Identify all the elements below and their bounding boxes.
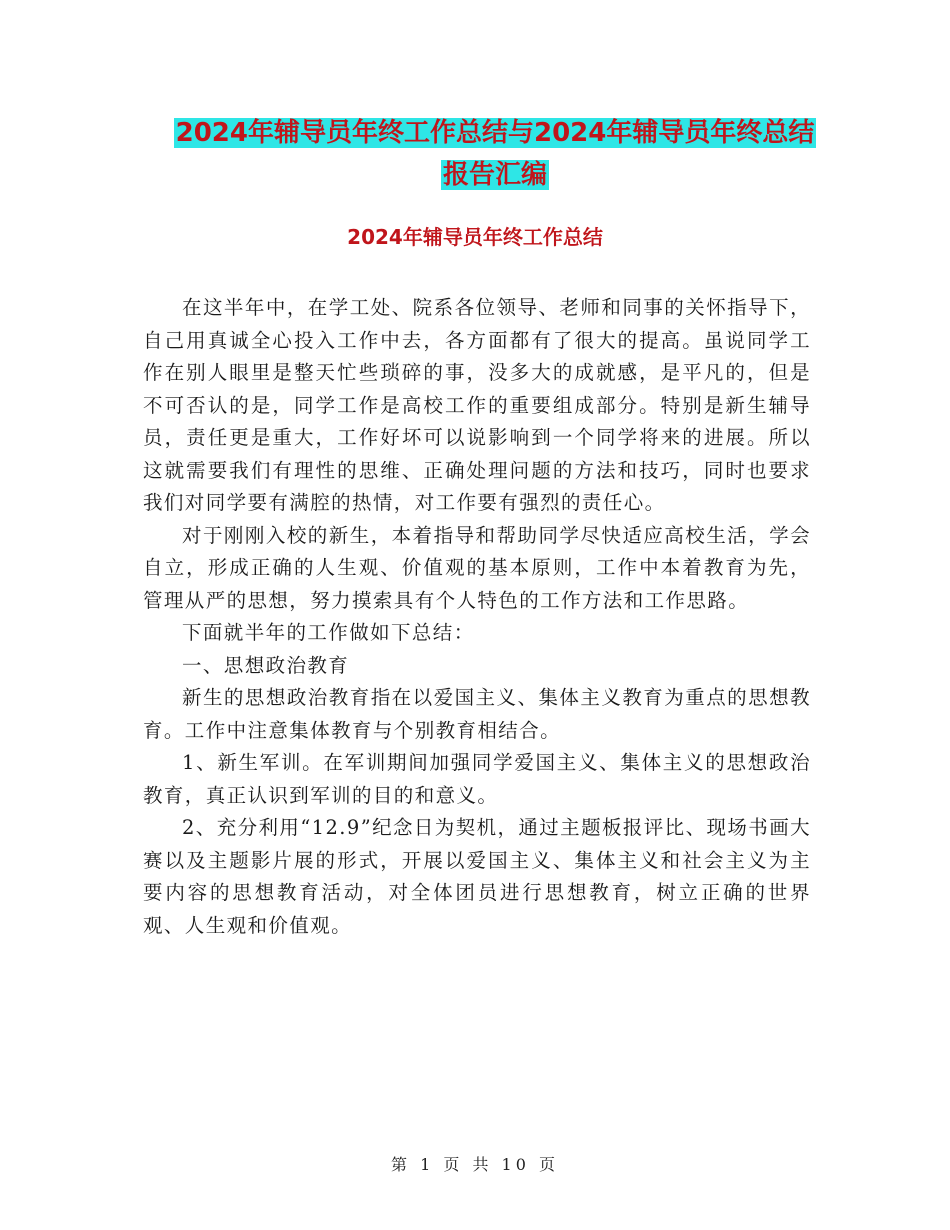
paragraph: 对于刚刚入校的新生，本着指导和帮助同学尽快适应高校生活，学会自立，形成正确的人生观、价值观的基本原则，工作中本着教育为先，管理从严的思想，努力摸索具有个人特色的工作方法和工作思路。	[143, 523, 811, 612]
paragraph: 下面就半年的工作做如下总结：	[182, 621, 475, 644]
paragraph: 1、新生军训。在军训期间加强同学爱国主义、集体主义的思想政治教育，真正认识到军训的目的和意义。	[143, 751, 811, 807]
paragraph: 新生的思想政治教育指在以爱国主义、集体主义教育为重点的思想教育。工作中注意集体教育与个别教育相结合。	[143, 686, 811, 742]
document-title	[140, 112, 850, 196]
section-title: 2024年辅导员年终工作总结	[347, 225, 603, 249]
paragraph: 2、充分利用“12.9”纪念日为契机，通过主题板报评比、现场书画大赛以及主题影片展的形式，开展以爱国主义、集体主义和社会主义为主要内容的思想教育活动，对全体团员进行思想教育，树立正确的世界观、人生观和价值观。	[143, 816, 811, 937]
document-title-line2: 报告汇编	[442, 160, 547, 190]
document-body	[143, 292, 811, 942]
document-title-line1: 2024年辅导员年终工作总结与2024年辅导员年终总结	[175, 118, 815, 148]
page-footer: 第 1 页 共 10 页	[391, 1155, 559, 1174]
heading-ideological-education: 一、思想政治教育	[182, 653, 350, 677]
paragraph: 在这半年中，在学工处、院系各位领导、老师和同事的关怀指导下，自己用真诚全心投入工作中去，各方面都有了很大的提高。虽说同学工作在别人眼里是整天忙些琐碎的事，没多大的成就感，是平凡的，但是不可否认的是，同学工作是高校工作的重要组成部分。特别是新生辅导员，责任更是重大，工作好坏可以说影响到一个同学将来的进展。所以这就需要我们有理性的思维、正确处理问题的方法和技巧，同时也要求我们对同学要有满腔的热情，对工作要有强烈的责任心。	[143, 296, 811, 514]
